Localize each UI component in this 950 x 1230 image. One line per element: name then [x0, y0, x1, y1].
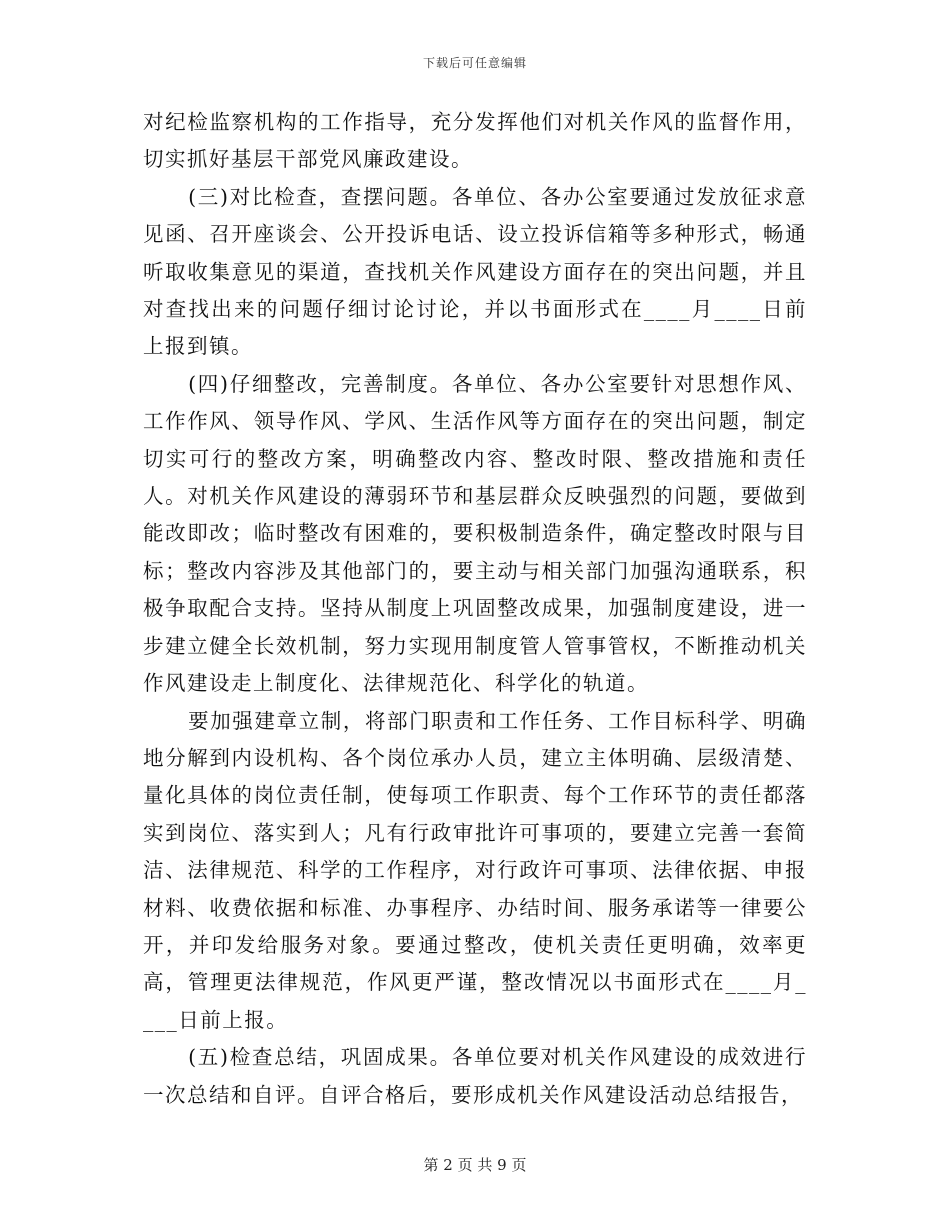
paragraph-2: (三)对比检查，查摆问题。各单位、各办公室要通过发放征求意见函、召开座谈会、公开投诉电话、设立投诉信箱等多种形式，畅通听取收集意见的渠道，查找机关作风建设方面存在的突出问题，并且对查找出来的问题仔细讨论讨论，并以书面形式在____月____日前上报到镇。: [143, 184, 807, 359]
paragraph-3: (四)仔细整改，完善制度。各单位、各办公室要针对思想作风、工作作风、领导作风、学风、生活作风等方面存在的突出问题，制定切实可行的整改方案，明确整改内容、整改时限、整改措施和责任人。对机关作风建设的薄弱环节和基层群众反映强烈的问题，要做到能改即改；临时整改有困难的，要积极制造条件，确定整改时限与目标；整改内容涉及其他部门的，要主动与相关部门加强沟通联系，积极争取配合支持。坚持从制度上巩固整改成果，加强制度建设，进一步建立健全长效机制，努力实现用制度管人管事管权，不断推动机关作风建设走上制度化、法律规范化、科学化的轨道。: [143, 371, 807, 696]
paragraph-1: 对纪检监察机构的工作指导，充分发挥他们对机关作风的监督作用，切实抓好基层干部党风廉政建设。: [143, 110, 807, 172]
page-number: 第 2 页 共 9 页: [423, 1156, 527, 1174]
paragraph-4: 要加强建章立制，将部门职责和工作任务、工作目标科学、明确地分解到内设机构、各个岗位承办人员，建立主体明确、层级清楚、量化具体的岗位责任制，使每项工作职责、每个工作环节的责任都落实到岗位、落实到人；凡有行政审批许可事项的，要建立完善一套简洁、法律规范、科学的工作程序，对行政许可事项、法律依据、申报材料、收费依据和标准、办事程序、办结时间、服务承诺等一律要公开，并印发给服务对象。要通过整改，使机关责任更明确，效率更高，管理更法律规范，作风更严谨，整改情况以书面形式在____月____日前上报。: [143, 708, 807, 1032]
paragraph-5: (五)检查总结，巩固成果。各单位要对机关作风建设的成效进行一次总结和自评。自评合格后，要形成机关作风建设活动总结报告，: [143, 1045, 807, 1107]
document-body: [143, 104, 807, 1114]
page-header-note: 下载后可任意编辑: [422, 56, 527, 70]
